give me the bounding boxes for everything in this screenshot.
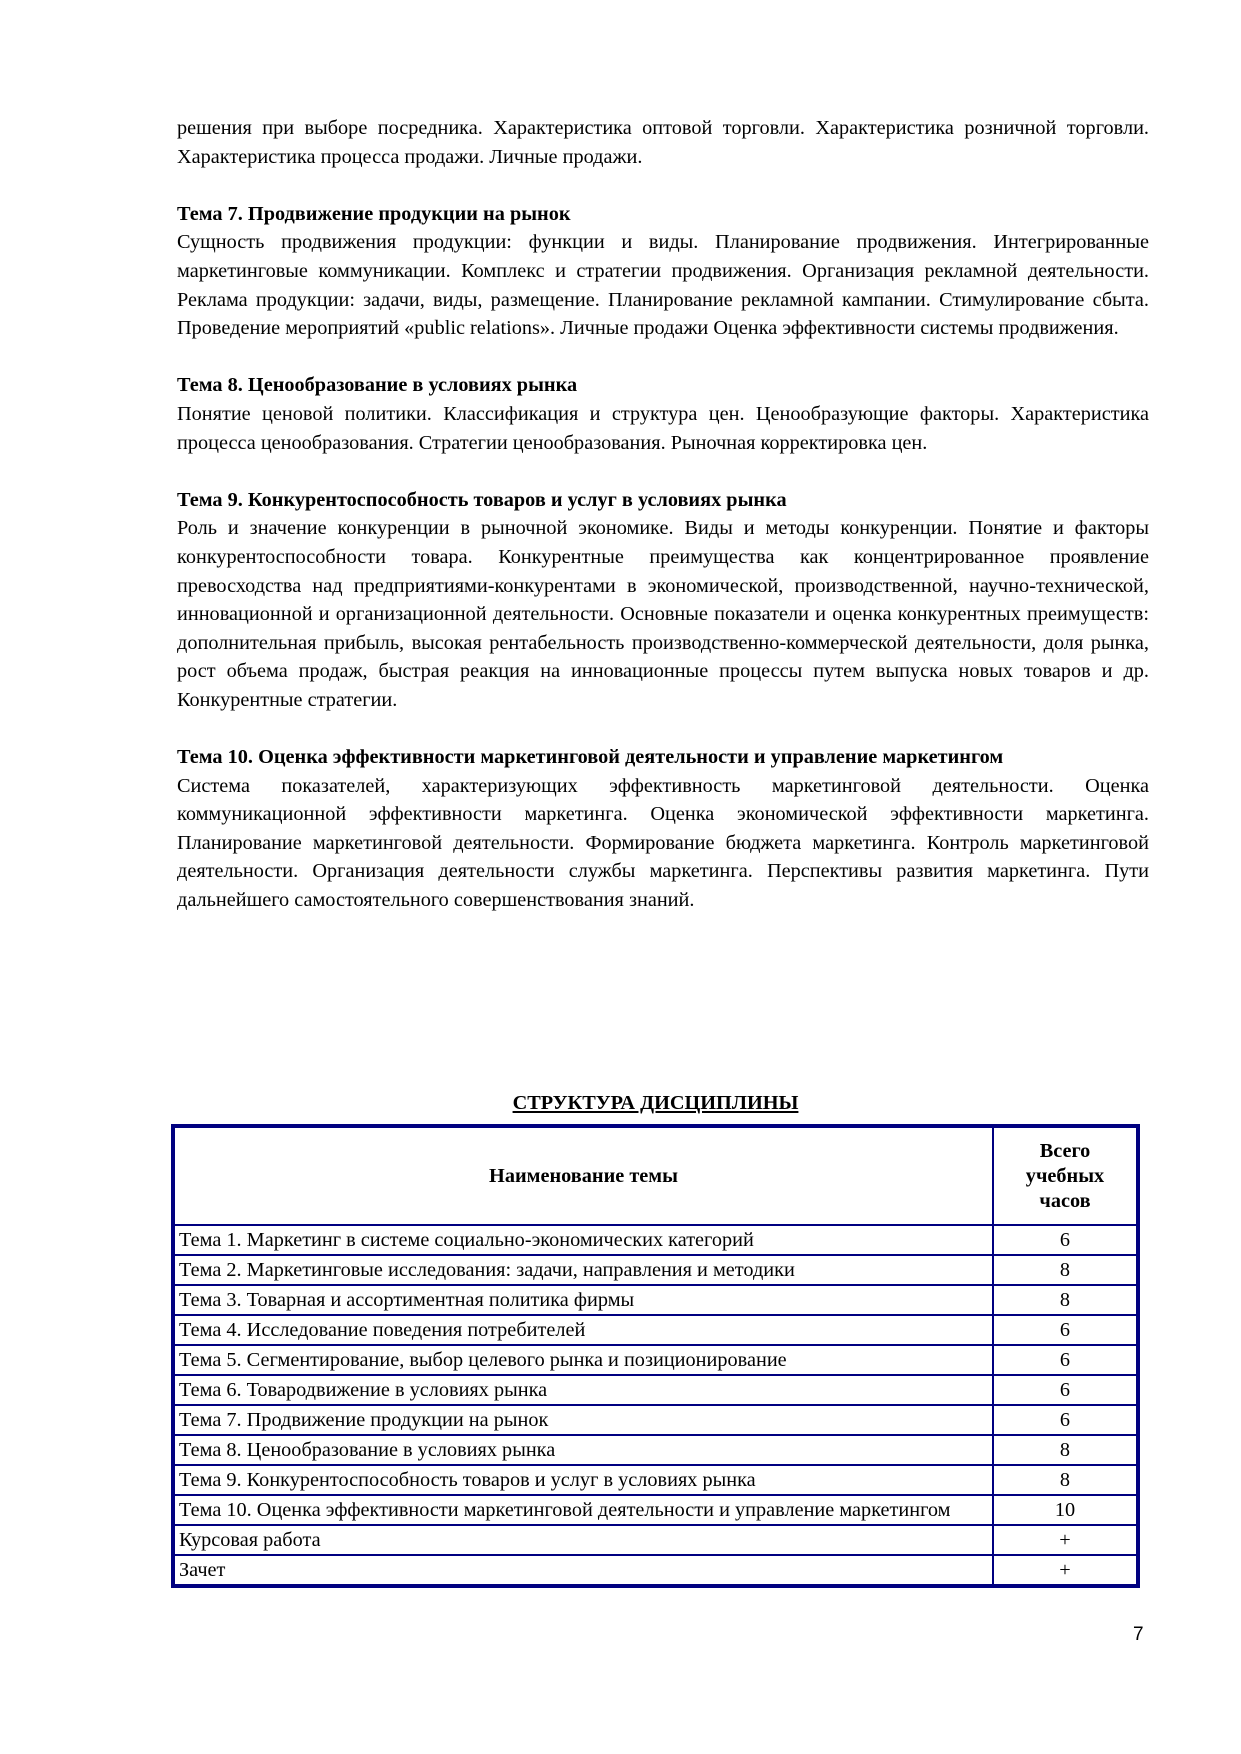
topic-cell: Тема 5. Сегментирование, выбор целевого рынка и позиционирование [173,1345,993,1375]
hours-cell: 10 [993,1495,1138,1525]
hours-cell: 6 [993,1225,1138,1255]
hours-cell: 8 [993,1435,1138,1465]
table-row [173,1375,1138,1405]
hours-cell: + [993,1525,1138,1555]
table-row [173,1495,1138,1525]
topic-cell: Тема 3. Товарная и ассортиментная политика фирмы [173,1285,993,1315]
section-body: Понятие ценовой политики. Классификация и структура цен. Ценообразующие факторы. Характеристика процесса ценообразования. Стратегии ценообразования. Рыночная корректировка цен. [177,402,1149,454]
topic-cell: Зачет [173,1555,993,1586]
table-row [173,1555,1138,1586]
header-topic-name: Наименование темы [173,1126,993,1225]
table-header-row [173,1126,1138,1225]
hours-cell: 6 [993,1345,1138,1375]
hours-cell: 6 [993,1375,1138,1405]
document-body [177,114,1149,915]
section-topic-8 [177,371,1149,457]
section-topic-10 [177,743,1149,915]
hours-cell: 8 [993,1285,1138,1315]
section-heading: Тема 7. Продвижение продукции на рынок [177,202,571,225]
topic-cell: Тема 1. Маркетинг в системе социально-экономических категорий [173,1225,993,1255]
section-body: Сущность продвижения продукции: функции и виды. Планирование продвижения. Интегрированные маркетинговые коммуникации. Комплекс и стратегии продвижения. Организация рекламной деятельности. Реклама продукции: задачи, виды, размещение. Планирование рекламной кампании. Стимулирование сбыта. Проведение мероприятий «public relations». Личные продажи Оценка эффективности системы продвижения. [177,231,1149,340]
table-row [173,1435,1138,1465]
header-hours-text: Всего учебных часов [1025,1139,1105,1212]
table-row [173,1465,1138,1495]
section-heading: Тема 10. Оценка эффективности маркетинговой деятельности и управление маркетингом [177,746,1004,769]
topic-cell: Тема 8. Ценообразование в условиях рынка [173,1435,993,1465]
section-heading: Тема 8. Ценообразование в условиях рынка [177,374,578,397]
table-row [173,1285,1138,1315]
topic-cell: Тема 6. Товародвижение в условиях рынка [173,1375,993,1405]
hours-cell: 8 [993,1465,1138,1495]
discipline-structure-table [171,1124,1140,1588]
table-row [173,1345,1138,1375]
header-hours [993,1126,1138,1225]
hours-cell: 6 [993,1405,1138,1435]
table-title [171,1092,1140,1115]
topic-cell: Курсовая работа [173,1525,993,1555]
table-row [173,1405,1138,1435]
section-heading: Тема 9. Конкурентоспособность товаров и услуг в условиях рынка [177,488,787,511]
hours-cell: 8 [993,1255,1138,1285]
page-number: 7 [1133,1624,1144,1645]
topic-cell: Тема 7. Продвижение продукции на рынок [173,1405,993,1435]
table-row [173,1255,1138,1285]
topic-cell: Тема 2. Маркетинговые исследования: задачи, направления и методики [173,1255,993,1285]
intro-paragraph: решения при выборе посредника. Характеристика оптовой торговли. Характеристика розничной торговли. Характеристика процесса продажи. Личные продажи. [177,117,1149,168]
table-row [173,1525,1138,1555]
topic-cell: Тема 10. Оценка эффективности маркетинговой деятельности и управление маркетингом [173,1495,993,1525]
topic-cell: Тема 9. Конкурентоспособность товаров и услуг в условиях рынка [173,1465,993,1495]
hours-cell: 6 [993,1315,1138,1345]
topic-cell: Тема 4. Исследование поведения потребителей [173,1315,993,1345]
section-topic-7 [177,200,1149,343]
section-topic-9 [177,486,1149,715]
section-body: Роль и значение конкуренции в рыночной экономике. Виды и методы конкуренции. Понятие и факторы конкурентоспособности товара. Конкурентные преимущества как концентрированное проявление превосходства над предприятиями-конкурентами в экономической, производственной, научно-технической, инновационной и организационной деятельности. Основные показатели и оценка конкурентных преимуществ: дополнительная прибыль, высокая рентабельность производственно-коммерческой деятельности, доля рынка, рост объема продаж, быстрая реакция на инновационные процессы путем выпуска новых товаров и др. Конкурентные стратегии. [177,517,1149,711]
table-row [173,1315,1138,1345]
table-title-text: СТРУКТУРА ДИСЦИПЛИНЫ [512,1092,799,1114]
hours-cell: + [993,1555,1138,1586]
section-body: Система показателей, характеризующих эффективность маркетинговой деятельности. Оценка коммуникационной эффективности маркетинга. Оценка экономической эффективности маркетинга. Планирование маркетинговой деятельности. Формирование бюджета маркетинга. Контроль маркетинговой деятельности. Организация деятельности службы маркетинга. Перспективы развития маркетинга. Пути дальнейшего самостоятельного совершенствования знаний. [177,774,1149,912]
table-row [173,1225,1138,1255]
